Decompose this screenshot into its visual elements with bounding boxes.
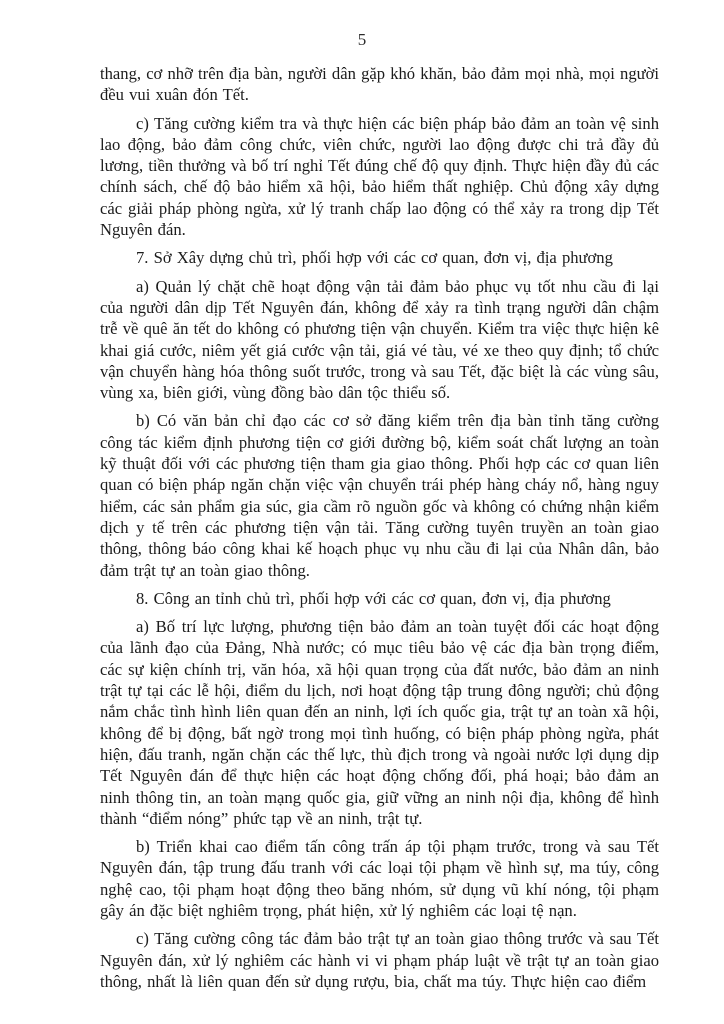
section-8-item-a: a) Bố trí lực lượng, phương tiện bảo đảm an toàn tuyệt đối các hoạt động của lãnh đạo của Đảng, Nhà nước; có mục tiêu bảo vệ các địa bàn trọng điểm, các sự kiện chính trị, văn hóa, xã hội quan trọng của đất nước, bảo đảm an ninh trật tự tại các lễ hội, điểm du lịch, nơi hoạt động tập trung đông người; chủ động nắm chắc tình hình liên quan đến an ninh, lợi ích quốc gia, trật tự an toàn xã hội, không để bị động, bất ngờ trong mọi tình huống, có biện pháp phòng ngừa, phát hiện, đấu tranh, ngăn chặn các thế lực, thù địch trong và ngoài nước lợi dụng dịp Tết Nguyên đán để thực hiện các hoạt động chống đối, phá hoại; bảo đảm an ninh thông tin, an toàn mạng quốc gia, giữ vững an ninh nội địa, không để hình thành “điểm nóng” phức tạp về an ninh, trật tự. (100, 617, 659, 828)
section-8-item-c: c) Tăng cường công tác đảm bảo trật tự an toàn giao thông trước và sau Tết Nguyên đán, xử lý nghiêm các hành vi vi phạm pháp luật về trật tự an toàn giao thông, nhất là liên quan đến sử dụng rượu, bia, chất ma túy. Thực hiện cao điểm (100, 929, 659, 991)
page-number: 5 (357, 30, 367, 49)
section-8-item-b: b) Triển khai cao điểm tấn công trấn áp tội phạm trước, trong và sau Tết Nguyên đán, tập trung đấu tranh với các loại tội phạm về hình sự, ma túy, công nghệ cao, tội phạm hoạt động theo băng nhóm, sử dụng vũ khí nóng, tội phạm gây án đặc biệt nghiêm trọng, phát hiện, xử lý nghiêm các loại tệ nạn. (100, 837, 659, 920)
section-7-heading: 7. Sở Xây dựng chủ trì, phối hợp với các cơ quan, đơn vị, địa phương (136, 248, 613, 268)
document-body (100, 63, 659, 999)
paragraph-continuation: thang, cơ nhỡ trên địa bàn, người dân gặp khó khăn, bảo đảm mọi nhà, mọi người đều vui xuân đón Tết. (100, 64, 659, 105)
section-7-item-b: b) Có văn bản chỉ đạo các cơ sở đăng kiểm trên địa bàn tỉnh tăng cường công tác kiểm định phương tiện cơ giới đường bộ, kiểm soát chất lượng an toàn kỹ thuật đối với các phương tiện tham gia giao thông. Phối hợp các cơ quan liên quan có biện pháp ngăn chặn việc vận chuyển trái phép hàng cháy nổ, hàng nguy hiểm, các sản phẩm gia súc, gia cầm rõ nguồn gốc và không có chứng nhận kiểm dịch y tế trên các phương tiện vận tải. Tăng cường tuyên truyền an toàn giao thông, thông báo công khai kế hoạch phục vụ nhu cầu đi lại của Nhân dân, bảo đảm trật tự an toàn giao thông. (100, 411, 659, 580)
paragraph-item-c-labor-safety: c) Tăng cường kiểm tra và thực hiện các biện pháp bảo đảm an toàn vệ sinh lao động, bảo đảm công chức, viên chức, người lao động được chi trả đầy đủ lương, tiền thưởng và bố trí nghỉ Tết đúng chế độ quy định. Thực hiện đầy đủ các chính sách, chế độ bảo hiểm xã hội, bảo hiểm thất nghiệp. Chủ động xây dựng các giải pháp phòng ngừa, xử lý tranh chấp lao động có thể xảy ra trong dịp Tết Nguyên đán. (100, 113, 659, 240)
section-8-heading: 8. Công an tỉnh chủ trì, phối hợp với các cơ quan, đơn vị, địa phương (136, 588, 611, 608)
section-7-item-a: a) Quản lý chặt chẽ hoạt động vận tải đảm bảo phục vụ tốt nhu cầu đi lại của người dân dịp Tết Nguyên đán, không để xảy ra tình trạng người dân chậm trễ về quê ăn tết do không có phương tiện vận chuyển. Kiểm tra việc thực hiện kê khai giá cước, niêm yết giá cước vận tải, giá vé tàu, vé xe theo quy định; tổ chức vận chuyển hàng hóa thông suốt trước, trong và sau Tết, đặc biệt là các vùng sâu, vùng xa, biên giới, vùng đồng bào dân tộc thiểu số. (100, 276, 659, 403)
